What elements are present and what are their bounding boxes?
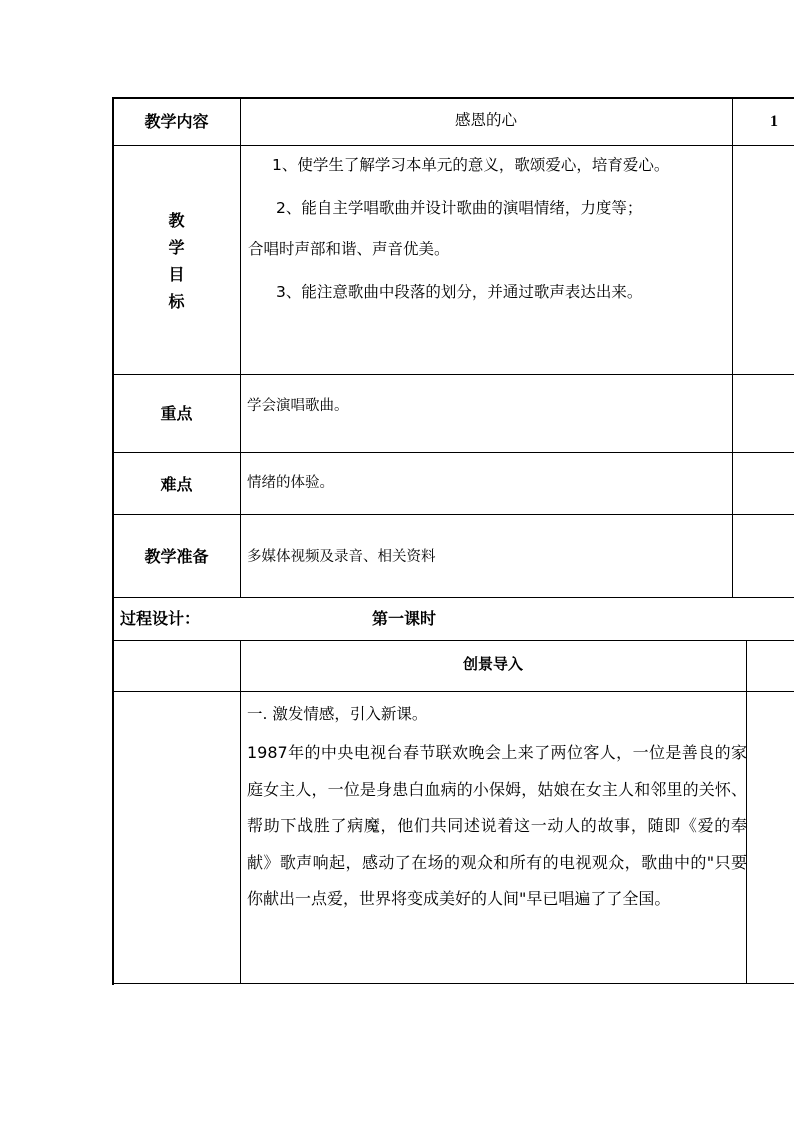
lesson-title: 感恩的心: [454, 111, 517, 129]
process-design-label: 过程设计：: [120, 609, 201, 628]
objectives-label-char: 教: [168, 211, 185, 230]
teaching-content-label: 教学内容: [144, 112, 209, 131]
table-bottom-border: [113, 983, 794, 984]
preparation-label: 教学准备: [144, 547, 209, 566]
objective-line: 1、使学生了解学习本单元的意义，歌颂爱心，培育爱心。: [272, 156, 670, 174]
objectives-label-char: 目: [168, 265, 185, 284]
row-divider: [113, 691, 794, 692]
objectives-label-char: 标: [168, 292, 185, 311]
table-top-border: [113, 97, 794, 99]
objectives-label: [113, 207, 240, 315]
key-point-label: 重点: [160, 404, 193, 423]
lesson-period: 第一课时: [372, 609, 437, 628]
column-divider: [240, 640, 241, 983]
row-divider: [113, 640, 794, 641]
row-divider: [113, 374, 794, 375]
column-divider: [732, 97, 733, 597]
key-point-text: 学会演唱歌曲。: [247, 398, 349, 414]
section-header: 创景导入: [462, 655, 523, 673]
difficulty-text: 情绪的体验。: [247, 475, 334, 491]
page-number: 1: [770, 113, 778, 130]
row-divider: [113, 597, 794, 598]
row-divider: [113, 452, 794, 453]
objective-line: 2、能自主学唱歌曲并设计歌曲的演唱情绪，力度等；: [276, 199, 643, 217]
row-divider: [113, 514, 794, 515]
difficulty-label: 难点: [160, 475, 193, 494]
objective-line: 合唱时声部和谐、声音优美。: [248, 240, 450, 258]
preparation-text: 多媒体视频及录音、相关资料: [247, 549, 436, 565]
row-divider: [113, 145, 794, 146]
content-heading: 一. 激发情感，引入新课。: [247, 705, 428, 723]
content-paragraph: 1987年的中央电视台春节联欢晚会上来了两位客人，一位是善良的家庭女主人，一位是身患白血病的小保姆，姑娘在女主人和邻里的关怀、帮助下战胜了病魔，他们共同述说着这一动人的故事，随即《爱的奉献》歌声响起，感动了在场的观众和所有的电视观众，歌曲中的"只要你献出一点爱，世界将变成美好的人间"早已唱遍了了全国。: [247, 743, 747, 908]
objectives-label-char: 学: [168, 238, 185, 257]
column-divider: [240, 97, 241, 597]
objective-line: 3、能注意歌曲中段落的划分，并通过歌声表达出来。: [276, 283, 643, 301]
